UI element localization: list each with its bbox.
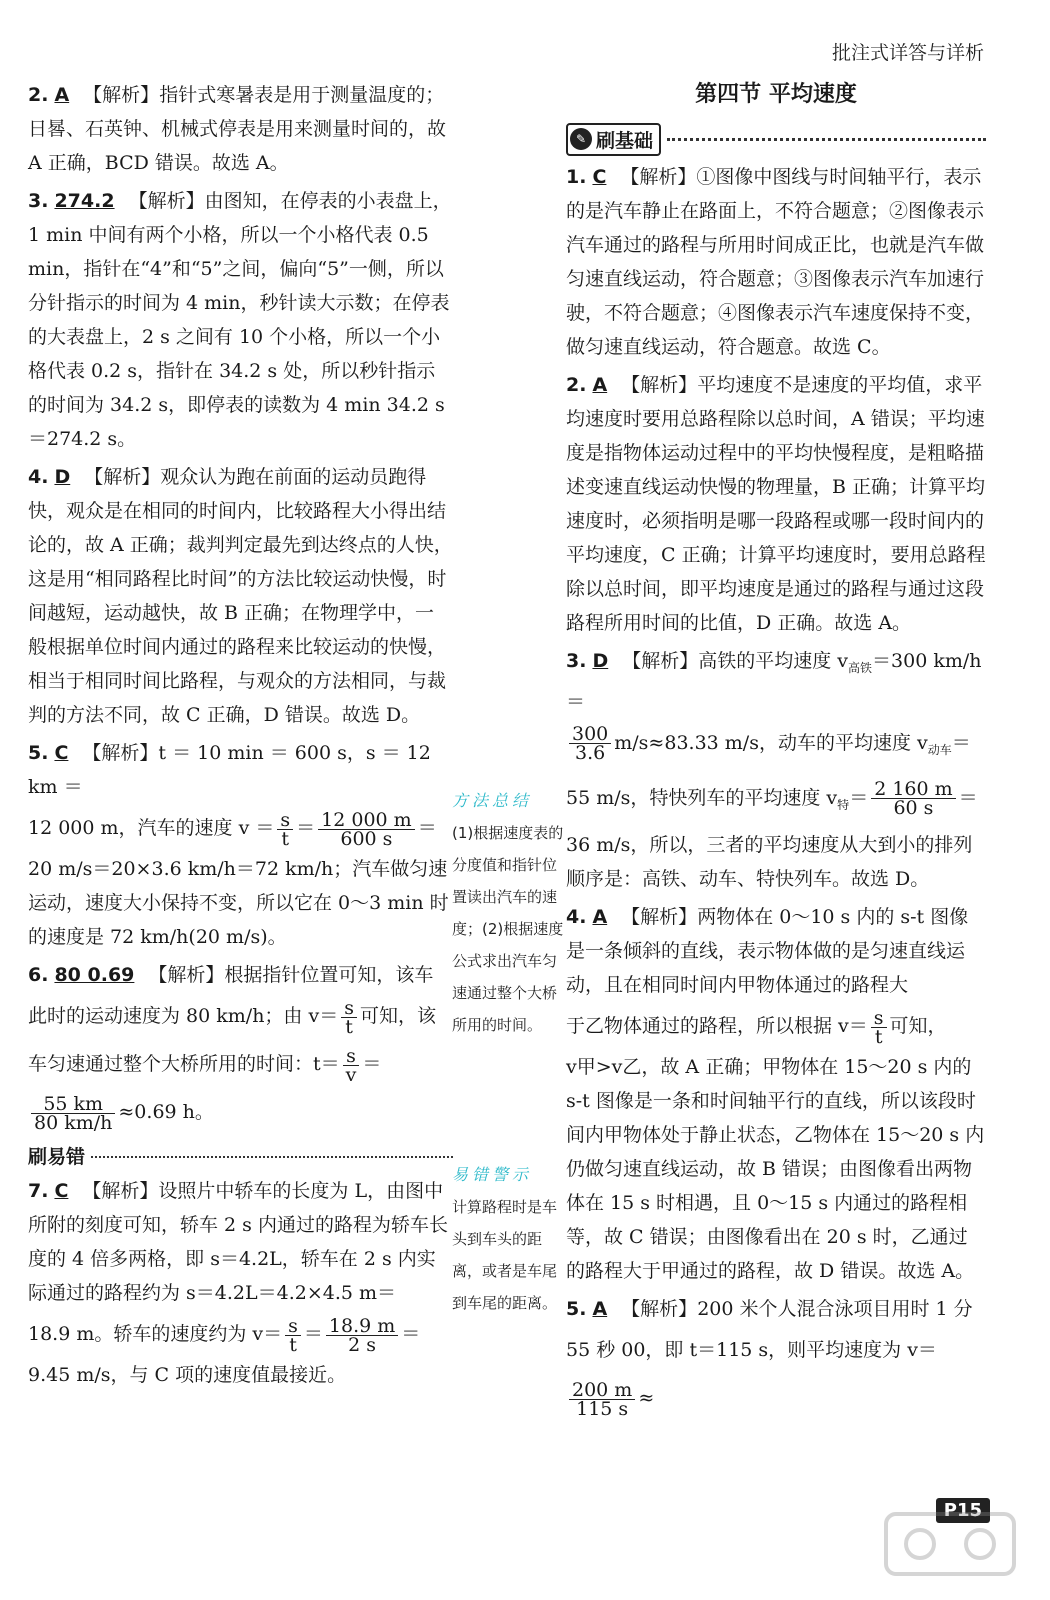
question-7: 7. C 【解析】设照片中轿车的长度为 L，由图中所附的刻度可知，轿车 2 s 内通过的路程为轿车长度的 4 倍多两格，即 s＝4.2L，轿车在 2 s 内实际通过的路程约为 s＝4.2L＝4.2×4.5 m＝ 18.9 m。轿车的速度约为 v＝ $\frac{s}{t}$ ＝ $\frac{18.9 m}{2 s}$ ＝ 9.45 m/s，与 C 项的速度值最接近。 [28, 1180, 448, 1386]
answer: A [54, 84, 70, 106]
error-warning-note [452, 1162, 564, 1319]
fraction: $\frac{s}{t}$ [871, 1009, 887, 1046]
note-body: (1)根据速度表的分度值和指针位置读出汽车的速度；(2)根据速度公式求出汽车匀速通过整个大桥所用的时间。 [452, 824, 564, 1034]
watermark-logo [880, 1504, 1020, 1584]
page-number: P15 [936, 1498, 990, 1523]
question-3: 3. D 【解析】高铁的平均速度 $v_{高铁}=300$ km/h＝ $\frac{300}{3.6}$ m/s≈83.33 m/s，动车的平均速度 $v_{动车}=$ 55 m/s，特快列车的平均速度 $v_特=$ $\frac{2 160 m}{60 s}$ ＝ 36 m/s，所以，三者的平均速度从大到小的排列顺序是：高铁、动车、特快列车。故选 D。 [566, 650, 982, 891]
fraction: $\frac{s}{t}$ [277, 811, 293, 848]
basic-practice-header [566, 122, 986, 156]
note-title: 方法总结 [452, 791, 533, 810]
explanation: 指针式寒暑表是用于测量温度的；日晷、石英钟、机械式停表是用来测量时间的，故 A 正确，BCD 错误。故选 A。 [28, 84, 447, 174]
answer: 80 0.69 [54, 964, 135, 986]
note-body: 计算路程时是车头到车头的距离，或者是车尾到车尾的距离。 [452, 1198, 558, 1312]
question-5: 5. C 【解析】t ＝ 10 min ＝ 600 s，s ＝ 12 km ＝ 12 000 m，汽车的速度 v ＝ $\frac{s}{t}$ ＝ $\frac{12 000 m}{600 s}$ ＝ 20 m/s＝20×3.6 km/h＝72 km/h；汽车做匀速运动，速度大小保持不变，所以它在 0～3 min 时的速度是 72 km/h(20 m/s)。 [28, 742, 449, 948]
fraction: $\frac{18.9 m}{2 s}$ [326, 1317, 398, 1354]
note-title: 易错警示 [452, 1165, 533, 1184]
left-column [28, 78, 453, 1392]
question-6: 6. 80 0.69 【解析】根据指针位置可知，该车 此时的运动速度为 80 km/h；由 v＝ $\frac{s}{t}$ 可知，该 车匀速通过整个大桥所用的时间：t＝ $\frac{s}{v}$ ＝ $\frac{55 km}{80 km/h}$ ≈0.69 h。 [28, 964, 436, 1134]
answer: 274.2 [54, 190, 115, 212]
method-summary-note [452, 788, 564, 1041]
question-4: 4. D 【解析】观众认为跑在前面的运动员跑得快，观众是在相同的时间内，比较路程大小得出结论的，故 A 正确；裁判判定最先到达终点的人快，这是用“相同路程比时间”的方法比较运动快慢，时间越短，运动越快，故 B 正确；在物理学中，一般根据单位时间内通过的路程来比较运动的快慢，相当于相同时间比路程，与观众的方法相同，与裁判的方法不同，故 C 正确，D 错误。故选 D。 [28, 466, 453, 726]
answer: D [54, 466, 71, 488]
fraction: $\frac{s}{v}$ [343, 1047, 360, 1084]
explanation: ①图像中图线与时间轴平行，表示的是汽车静止在路面上，不符合题意；②图像表示汽车通过的路程与所用时间成正比，也就是汽车做匀速直线运动，符合题意；③图像表示汽车加速行驶，不符合题意；④图像表示汽车速度保持不变，做匀速直线运动，符合题意。故选 C。 [566, 166, 985, 358]
question-4: 4. A 【解析】两物体在 0～10 s 内的 s-t 图像是一条倾斜的直线，表示物体做的是匀速直线运动，且在相同时间内甲物体通过的路程大 于乙物体通过的路程，所以根据 v＝ $\frac{s}{t}$ 可知， v甲>v乙，故 A 正确；甲物体在 15～20 s 内的 s-t 图像是一条和时间轴平行的直线，所以该段时间内甲物体处于静止状态，乙物体在 15～20 s 内仍做匀速直线运动，故 B 错误；由图像看出两物体在 15 s 时相遇，且 0～15 s 内通过的路程相等，故 C 错误；由图像看出在 20 s 时，乙通过的路程大于甲通过的路程，故 D 错误。故选 A。 [566, 906, 985, 1283]
question-2: 2. A 【解析】指针式寒暑表是用于测量温度的；日晷、石英钟、机械式停表是用来测量时间的，故 A 正确，BCD 错误。故选 A。 [28, 84, 447, 174]
section-title: 第四节 平均速度 [695, 82, 857, 107]
answer: C [54, 1180, 69, 1202]
question-2: 2. A 【解析】平均速度不是速度的平均值，求平均速度时要用总路程除以总时间，A 错误；平均速度是指物体运动过程中的平均快慢程度，是粗略描述变速直线运动快慢的物理量，B 正确；计算平均速度时，必须指明是哪一段路程或哪一段时间内的平均速度，C 正确；计算平均速度时，要用总路程除以总时间，即平均速度是通过的路程与通过这段路程所用时间的比值，D 正确。故选 A。 [566, 374, 986, 634]
fraction: $\frac{55 km}{80 km/h}$ [31, 1095, 115, 1132]
answer: D [592, 650, 609, 672]
right-column [566, 78, 986, 1422]
section-subheading: 刷易错 [28, 1140, 453, 1174]
dotted-divider [91, 1156, 453, 1158]
fraction: $\frac{200 m}{115 s}$ [569, 1381, 635, 1418]
answer: A [592, 374, 608, 396]
fraction: $\frac{s}{t}$ [341, 999, 357, 1036]
fraction: $\frac{s}{t}$ [285, 1317, 301, 1354]
answer: A [592, 1298, 608, 1321]
answer: A [592, 906, 608, 929]
answer: C [54, 742, 69, 764]
question-1: 1. C 【解析】①图像中图线与时间轴平行，表示的是汽车静止在路面上，不符合题意；②图像表示汽车通过的路程与所用时间成正比，也就是汽车做匀速直线运动，符合题意；③图像表示汽车加速行驶，不符合题意；④图像表示汽车速度保持不变，做匀速直线运动，符合题意。故选 C。 [566, 166, 985, 358]
basic-practice-badge: ✎ 刷基础 [566, 123, 661, 156]
fraction: $\frac{2 160 m}{60 s}$ [871, 780, 955, 817]
answer: C [592, 166, 607, 188]
brush-icon: ✎ [570, 128, 592, 150]
explanation: 平均速度不是速度的平均值，求平均速度时要用总路程除以总时间，A 错误；平均速度是指物体运动过程中的平均快慢程度，是粗略描述变速直线运动快慢的物理量，B 正确；计算平均速度时，必须指明是哪一段路程或哪一段时间内的平均速度，C 正确；计算平均速度时，要用总路程除以总时间，即平均速度是通过的路程与通过这段路程所用时间的比值，D 正确。故选 A。 [566, 374, 986, 634]
fraction: $\frac{300}{3.6}$ [569, 725, 611, 762]
fraction: $\frac{12 000 m}{600 s}$ [318, 811, 415, 848]
explanation: 由图知，在停表的小表盘上，1 min 中间有两个小格，所以一个小格代表 0.5 min，指针在“4”和“5”之间，偏向“5”一侧，所以分针指示的时间为 4 min，秒针读大示数；在停表的大表盘上，2 s 之间有 10 个小格，所以一个小格代表 0.2 s，指针在 34.2 s 处，所以秒针指示的时间为 34.2 s，即停表的读数为 4 min 34.2 s＝274.2 s。 [28, 190, 452, 450]
question-5: 5. A 【解析】200 米个人混合泳项目用时 1 分 55 秒 00，即 t＝115 s，则平均速度为 v＝ $\frac{200 m}{115 s}$ ≈ [566, 1298, 973, 1420]
question-3: 3. 274.2 【解析】由图知，在停表的小表盘上，1 min 中间有两个小格，所以一个小格代表 0.5 min，指针在“4”和“5”之间，偏向“5”一侧，所以分针指示的时间为 4 min，秒针读大示数；在停表的大表盘上，2 s 之间有 10 个小格，所以一个小格代表 0.2 s，指针在 34.2 s 处，所以秒针指示的时间为 34.2 s，即停表的读数为 4 min 34.2 s＝274.2 s。 [28, 190, 452, 450]
dotted-divider [667, 138, 986, 141]
explanation: 观众认为跑在前面的运动员跑得快，观众是在相同的时间内，比较路程大小得出结论的，故 A 正确；裁判判定最先到达终点的人快，这是用“相同路程比时间”的方法比较运动快慢，时间越短，运动越快，故 B 正确；在物理学中，一般根据单位时间内通过的路程来比较运动的快慢，相当于相同时间比路程，与观众的方法相同，与裁判的方法不同，故 C 正确，D 错误。故选 D。 [28, 466, 453, 726]
page-header: 批注式详答与详析 [831, 42, 984, 64]
